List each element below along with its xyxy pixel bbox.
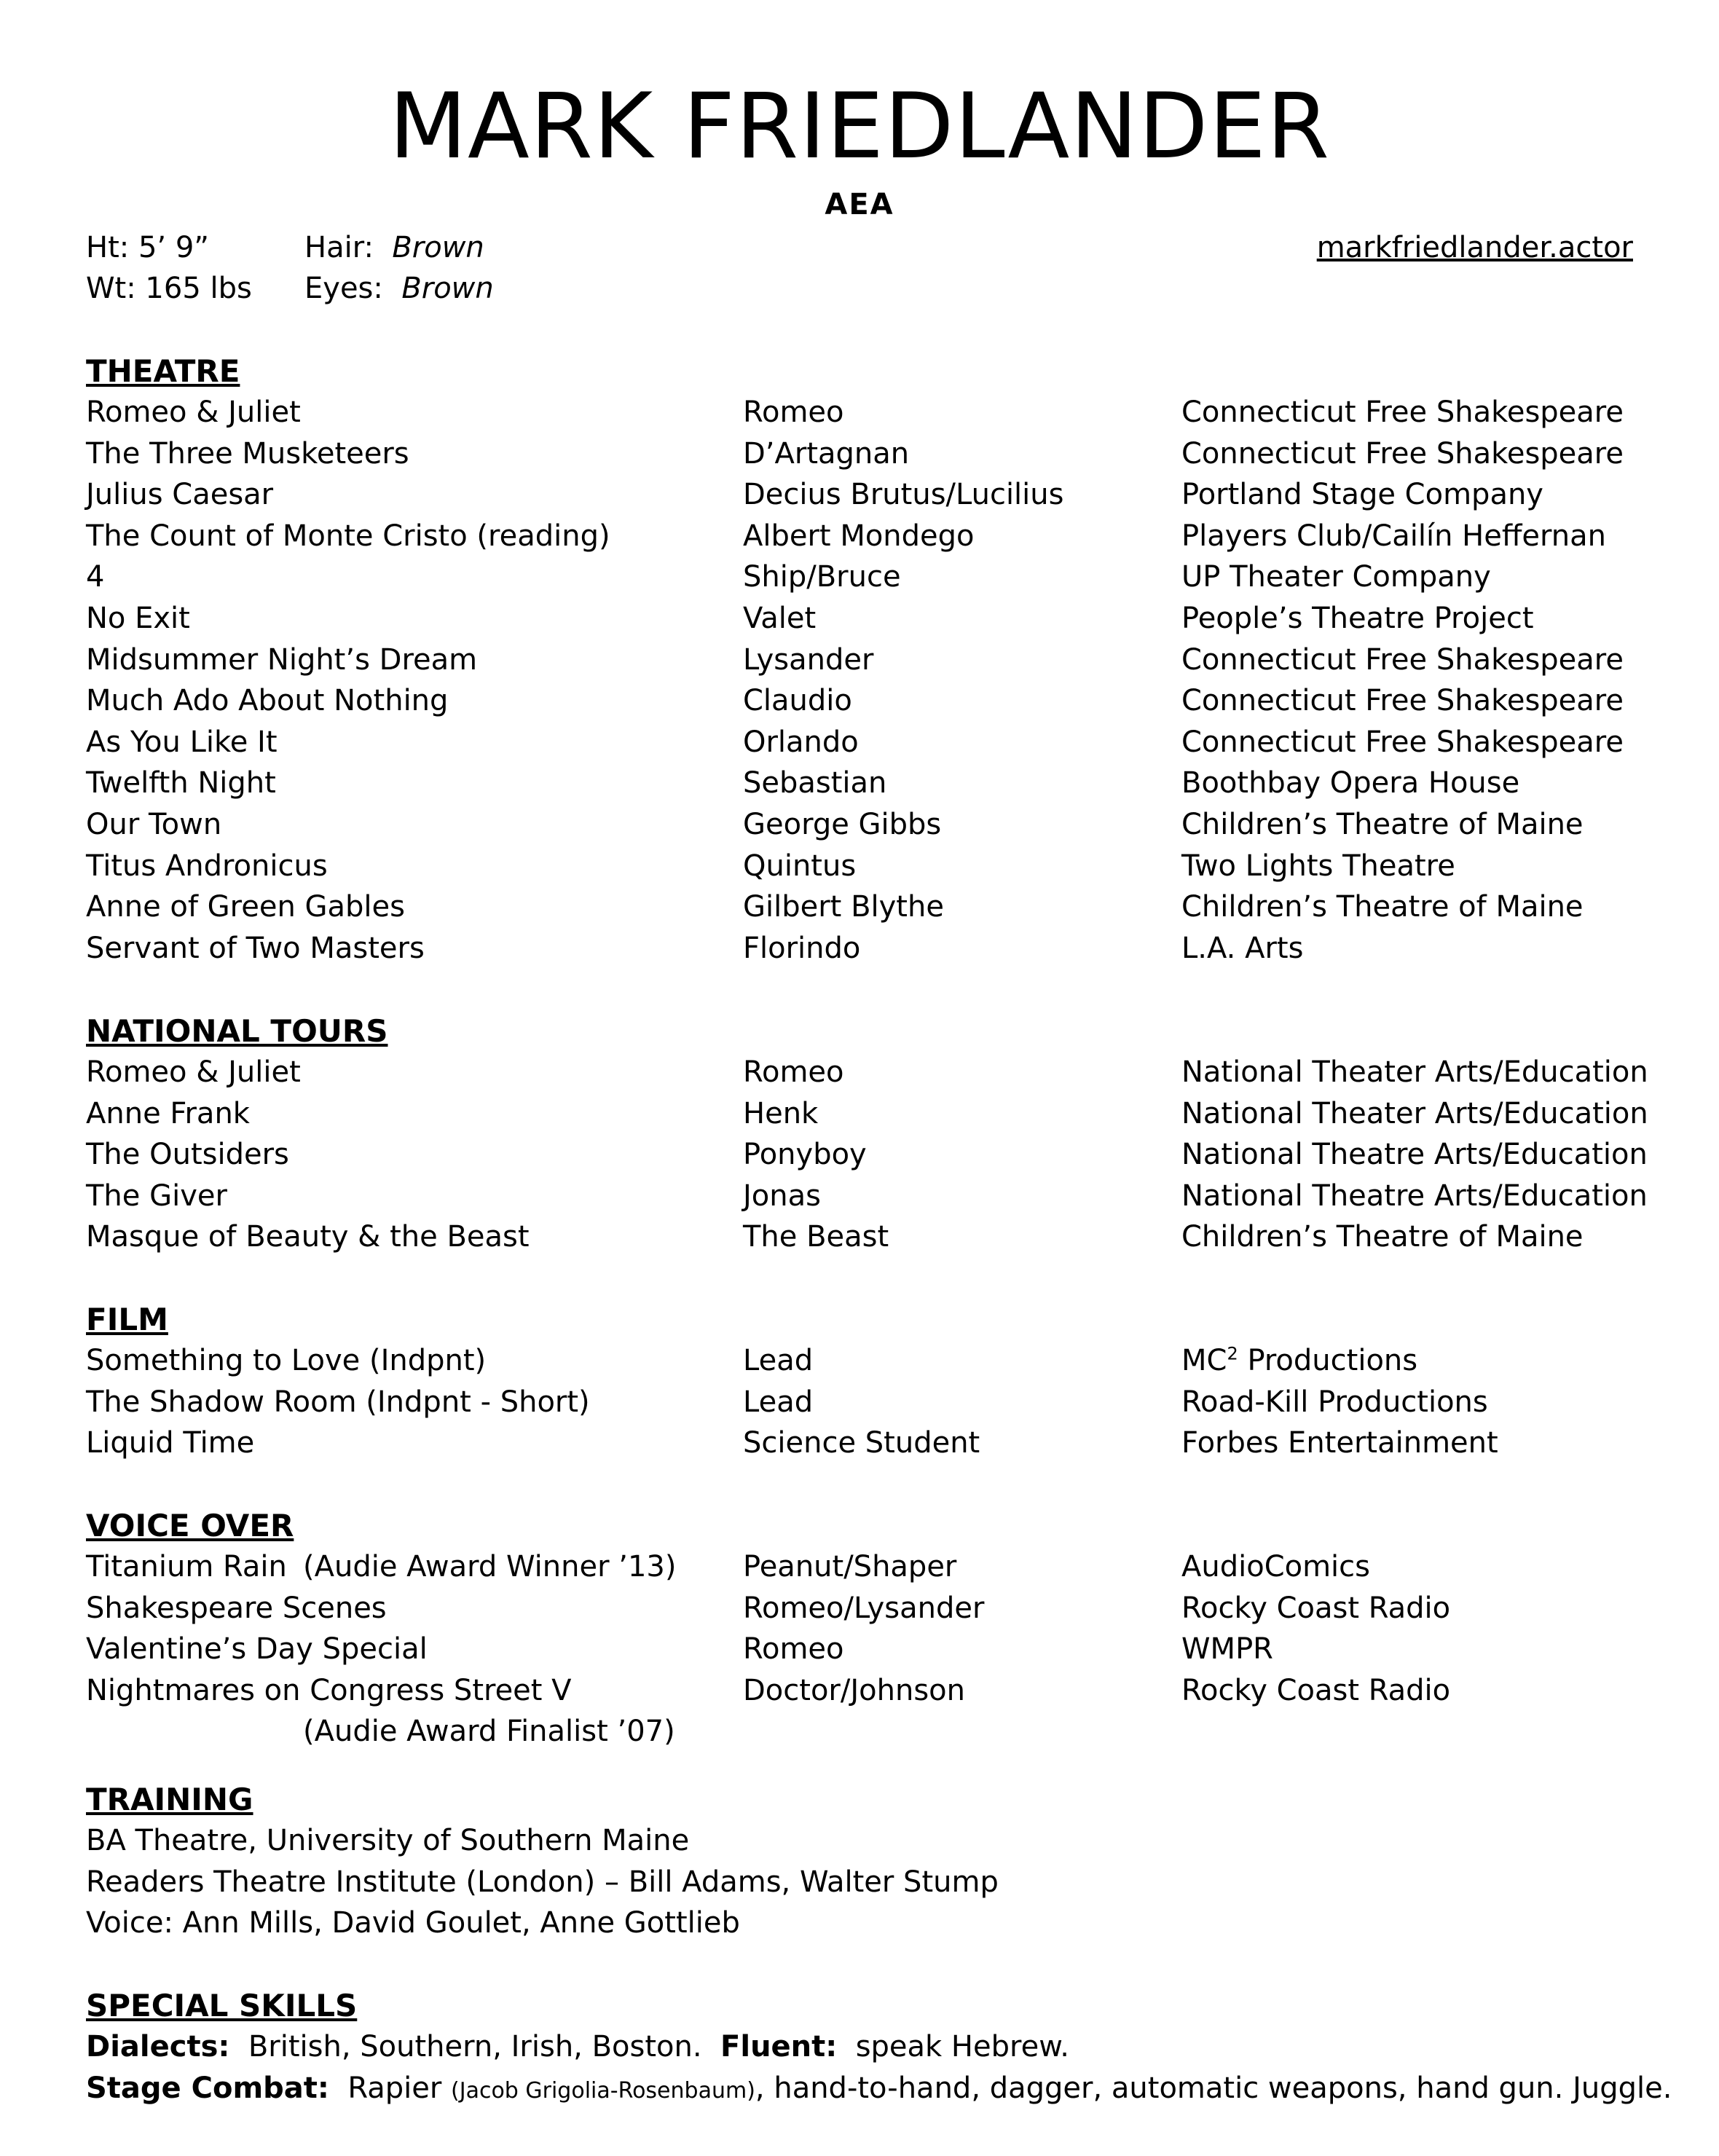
table-row xyxy=(86,516,1652,557)
theatre-company: Children’s Theatre of Maine xyxy=(1181,807,1584,841)
table-row xyxy=(86,1382,1652,1423)
combat-pre: Rapier xyxy=(347,2071,452,2105)
combat-post: , hand-to-hand, dagger, automatic weapons, hand gun. Juggle. xyxy=(755,2071,1672,2105)
voice-section xyxy=(86,1506,1652,1752)
skills-dialects-line xyxy=(86,2026,1652,2068)
theatre-list xyxy=(86,392,1652,969)
film-title: Something to Love (Indpnt) xyxy=(86,1344,487,1377)
film-company: Road-Kill Productions xyxy=(1181,1385,1488,1419)
table-row xyxy=(86,640,1652,681)
theatre-company: Boothbay Opera House xyxy=(1181,766,1520,800)
table-row xyxy=(86,928,1652,969)
website-link[interactable]: markfriedlander.actor xyxy=(1316,231,1633,264)
table-row xyxy=(86,1629,1652,1670)
finalist-note-row xyxy=(86,1711,1652,1752)
tour-company: National Theater Arts/Education xyxy=(1181,1096,1648,1130)
theatre-role: Claudio xyxy=(743,684,852,718)
tour-role: Jonas xyxy=(743,1179,821,1213)
theatre-title: As You Like It xyxy=(86,725,278,759)
table-row xyxy=(86,1340,1652,1382)
table-row xyxy=(86,804,1652,846)
tour-role: Romeo xyxy=(743,1055,844,1089)
theatre-company: UP Theater Company xyxy=(1181,560,1491,594)
theatre-title: Our Town xyxy=(86,807,222,841)
training-line: Voice: Ann Mills, David Goulet, Anne Gottlieb xyxy=(86,1906,740,1940)
film-section xyxy=(86,1299,1652,1464)
voice-title: Nightmares on Congress Street V xyxy=(86,1673,572,1707)
table-row xyxy=(86,1588,1652,1629)
theatre-company: Connecticut Free Shakespeare xyxy=(1181,684,1624,718)
table-row xyxy=(86,763,1652,804)
film-role: Lead xyxy=(743,1344,814,1377)
hair-value: Brown xyxy=(392,231,484,264)
theatre-title: Much Ado About Nothing xyxy=(86,684,449,718)
dialects-value: British, Southern, Irish, Boston. xyxy=(248,2030,702,2063)
film-company: $MC^2$ Productions xyxy=(1181,1343,1418,1377)
film-company: Forbes Entertainment xyxy=(1181,1426,1498,1460)
award-note: (Audie Award Finalist ’07) xyxy=(303,1715,675,1749)
voice-title: Valentine’s Day Special xyxy=(86,1632,428,1667)
theatre-title: No Exit xyxy=(86,601,190,635)
tour-company: National Theatre Arts/Education xyxy=(1181,1179,1648,1213)
tour-title: Anne Frank xyxy=(86,1096,250,1130)
voice-heading: VOICE OVER xyxy=(86,1508,294,1543)
theatre-role: Decius Brutus/Lucilius xyxy=(743,478,1064,512)
voice-title: Shakespeare Scenes xyxy=(86,1591,387,1625)
training-line: Readers Theatre Institute (London) – Bill Adams, Walter Stump xyxy=(86,1865,999,1899)
theatre-company: Connecticut Free Shakespeare xyxy=(1181,436,1624,471)
tour-company: National Theater Arts/Education xyxy=(1181,1055,1648,1089)
table-row xyxy=(86,1093,1652,1135)
theatre-role: Lysander xyxy=(743,642,874,677)
training-section xyxy=(86,1779,1652,1944)
theatre-company: Connecticut Free Shakespeare xyxy=(1181,396,1624,429)
tour-title: The Outsiders xyxy=(86,1138,289,1172)
theatre-role: Orlando xyxy=(743,725,859,759)
theatre-role: George Gibbs xyxy=(743,807,942,841)
fluent-value: speak Hebrew. xyxy=(855,2030,1069,2063)
tours-section xyxy=(86,1011,1652,1258)
theatre-company: People’s Theatre Project xyxy=(1181,601,1534,635)
tours-list xyxy=(86,1052,1652,1258)
theatre-role: Florindo xyxy=(743,931,861,965)
combat-label: Stage Combat: xyxy=(86,2071,329,2105)
tour-title: Romeo & Juliet xyxy=(86,1055,301,1089)
eyes-stat xyxy=(304,268,494,309)
theatre-role: Quintus xyxy=(743,849,857,883)
weight-stat: Wt: 165 lbs xyxy=(86,272,252,305)
union-affiliation: AEA xyxy=(825,188,894,221)
theatre-role: Ship/Bruce xyxy=(743,560,901,594)
voice-company: WMPR xyxy=(1181,1632,1273,1667)
film-role: Lead xyxy=(743,1385,814,1419)
theatre-title: Romeo & Juliet xyxy=(86,396,301,429)
table-row xyxy=(86,1052,1652,1093)
height-stat: Ht: 5’ 9” xyxy=(86,231,210,264)
theatre-role: Sebastian xyxy=(743,766,887,800)
tours-heading: NATIONAL TOURS xyxy=(86,1013,388,1049)
voice-company: AudioComics xyxy=(1181,1550,1371,1583)
skills-combat-line xyxy=(86,2068,1672,2109)
theatre-role: Albert Mondego xyxy=(743,519,975,553)
theatre-role: D’Artagnan xyxy=(743,436,910,471)
table-row xyxy=(86,722,1652,763)
voice-list xyxy=(86,1546,1652,1711)
combat-teacher: (Jacob Grigolia-Rosenbaum) xyxy=(451,2077,755,2104)
theatre-heading: THEATRE xyxy=(86,353,240,389)
tour-role: The Beast xyxy=(743,1220,889,1254)
table-row xyxy=(86,1134,1652,1176)
hair-stat xyxy=(304,227,484,268)
skills-heading: SPECIAL SKILLS xyxy=(86,1988,358,2023)
tour-title: The Giver xyxy=(86,1179,227,1213)
theatre-title: Anne of Green Gables xyxy=(86,890,405,924)
tour-role: Ponyboy xyxy=(743,1138,867,1172)
voice-role: Peanut/Shaper xyxy=(743,1550,957,1583)
table-row xyxy=(86,556,1652,598)
theatre-company: L.A. Arts xyxy=(1181,931,1304,965)
voice-role: Romeo xyxy=(743,1632,844,1667)
table-row xyxy=(86,1423,1652,1464)
training-heading: TRAINING xyxy=(86,1782,253,1817)
theatre-title: The Count of Monte Cristo (reading) xyxy=(86,519,610,553)
tour-title: Masque of Beauty & the Beast xyxy=(86,1220,530,1254)
tour-company: Children’s Theatre of Maine xyxy=(1181,1220,1584,1254)
table-row xyxy=(86,598,1652,640)
hair-label: Hair: xyxy=(304,231,374,264)
table-row xyxy=(86,474,1652,516)
theatre-company: Portland Stage Company xyxy=(1181,478,1543,512)
theatre-company: Players Club/Cailín Heffernan xyxy=(1181,519,1606,553)
table-row xyxy=(86,433,1652,475)
table-row xyxy=(86,1216,1652,1258)
theatre-section xyxy=(86,351,1652,969)
theatre-company: Two Lights Theatre xyxy=(1181,849,1455,883)
theatre-title: Twelfth Night xyxy=(86,766,276,800)
theatre-company: Connecticut Free Shakespeare xyxy=(1181,642,1624,677)
table-row xyxy=(86,1176,1652,1217)
theatre-role: Romeo xyxy=(743,396,844,429)
theatre-title: Julius Caesar xyxy=(86,478,274,512)
film-title: The Shadow Room (Indpnt - Short) xyxy=(86,1385,590,1419)
fluent-label: Fluent: xyxy=(720,2030,838,2063)
table-row xyxy=(86,1546,1652,1588)
theatre-title: 4 xyxy=(86,560,105,594)
voice-role: Romeo/Lysander xyxy=(743,1591,985,1625)
film-heading: FILM xyxy=(86,1302,168,1337)
theatre-role: Valet xyxy=(743,601,817,635)
film-title: Liquid Time xyxy=(86,1426,255,1460)
training-line: BA Theatre, University of Southern Maine xyxy=(86,1824,690,1857)
dialects-label: Dialects: xyxy=(86,2030,230,2063)
tour-company: National Theatre Arts/Education xyxy=(1181,1138,1648,1172)
voice-company: Rocky Coast Radio xyxy=(1181,1591,1451,1625)
eyes-value: Brown xyxy=(401,272,494,305)
theatre-company: Children’s Theatre of Maine xyxy=(1181,890,1584,924)
theatre-title: The Three Musketeers xyxy=(86,436,409,471)
theatre-title: Midsummer Night’s Dream xyxy=(86,642,478,677)
award-note: (Audie Award Winner ’13) xyxy=(303,1550,677,1583)
eyes-label: Eyes: xyxy=(304,272,383,305)
theatre-title: Titus Andronicus xyxy=(86,849,328,883)
table-row xyxy=(86,1670,1652,1712)
film-role: Science Student xyxy=(743,1426,980,1460)
table-row xyxy=(86,886,1652,928)
voice-role: Doctor/Johnson xyxy=(743,1673,965,1707)
actor-name: MARK FRIEDLANDER xyxy=(388,74,1331,179)
table-row xyxy=(86,846,1652,887)
skills-section xyxy=(86,1986,1672,2109)
table-row xyxy=(86,392,1652,433)
voice-company: Rocky Coast Radio xyxy=(1181,1673,1451,1707)
theatre-company: Connecticut Free Shakespeare xyxy=(1181,725,1624,759)
theatre-title: Servant of Two Masters xyxy=(86,931,425,965)
theatre-role: Gilbert Blythe xyxy=(743,890,944,924)
table-row xyxy=(86,680,1652,722)
tour-role: Henk xyxy=(743,1096,819,1130)
voice-title: Titanium Rain xyxy=(86,1550,287,1583)
